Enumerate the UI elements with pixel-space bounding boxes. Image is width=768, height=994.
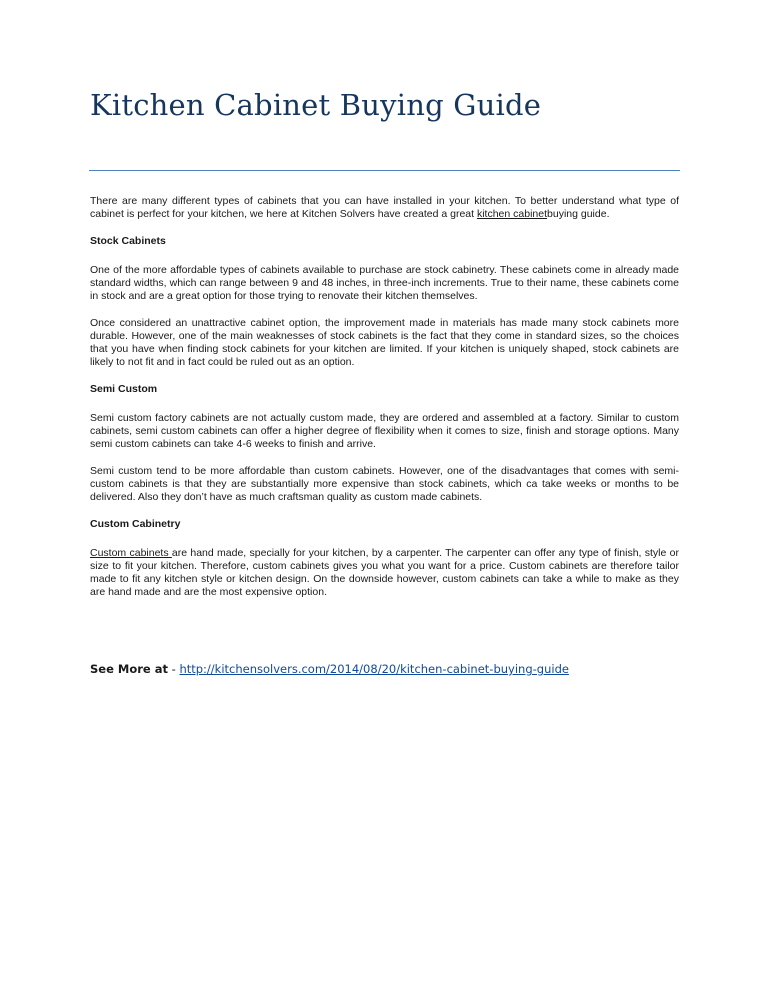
custom-cabinets-link[interactable]: Custom cabinets	[90, 547, 172, 559]
see-more-label: See More at	[90, 662, 168, 676]
see-more-separator: -	[167, 662, 180, 676]
section-heading-stock: Stock Cabinets	[90, 235, 166, 247]
intro-text-end: buying guide.	[547, 208, 610, 220]
custom-paragraph	[90, 547, 679, 599]
intro-text: There are many different types of cabinets that you can have installed in your kitchen. To better understand what type of cabinet is perfect for your kitchen, we here at Kitchen Solvers have created a great	[90, 195, 679, 220]
semi-custom-paragraph-2: Semi custom tend to be more affordable than custom cabinets. However, one of the disadvantages that comes with semi-custom cabinets is that they are substantially more expensive than stock cabinets, which ca take weeks or months to be delivered. Also they don’t have as much craftsman quality as custom made cabinets.	[90, 465, 679, 503]
document-title: Kitchen Cabinet Buying Guide	[90, 88, 542, 122]
section-heading-semi-custom: Semi Custom	[90, 383, 158, 395]
stock-paragraph-2: Once considered an unattractive cabinet option, the improvement made in materials has made many stock cabinets more durable. However, one of the main weaknesses of stock cabinets is the fact that they come in standard sizes, so the choices that you have when finding stock cabinets for your kitchen are limited. If your kitchen is uniquely shaped, stock cabinets are likely to not fit and in fact could be ruled out as an option.	[90, 317, 679, 368]
source-url-link[interactable]: http://kitchensolvers.com/2014/08/20/kitchen-cabinet-buying-guide	[179, 662, 569, 676]
see-more-line	[90, 662, 569, 676]
title-divider	[89, 170, 680, 171]
kitchen-cabinet-link[interactable]: kitchen cabinet	[476, 208, 548, 220]
intro-paragraph	[90, 195, 679, 221]
document-body	[90, 195, 679, 613]
stock-paragraph-1: One of the more affordable types of cabinets available to purchase are stock cabinetry. These cabinets come in already made standard widths, which can range between 9 and 48 inches, in three-inch increments. True to their name, these cabinets come in stock and are a great option for those trying to renovate their kitchen themselves.	[90, 264, 679, 302]
semi-custom-paragraph-1: Semi custom factory cabinets are not actually custom made, they are ordered and assembled at a factory. Similar to custom cabinets, semi custom cabinets can offer a higher degree of flexibility when it comes to size, finish and storage options. Many semi custom cabinets can take 4-6 weeks to finish and arrive.	[90, 412, 679, 450]
section-heading-custom: Custom Cabinetry	[90, 518, 181, 530]
custom-paragraph-text: are hand made, specially for your kitchen, by a carpenter. The carpenter can offer any type of finish, style or size to fit your kitchen. Therefore, custom cabinets gives you what you want for a price. Custom cabinets are therefore tailor made to fit any kitchen style or kitchen design. On the downside however, custom cabinets can take a while to make as they are hand made and are the most expensive option.	[90, 547, 679, 598]
